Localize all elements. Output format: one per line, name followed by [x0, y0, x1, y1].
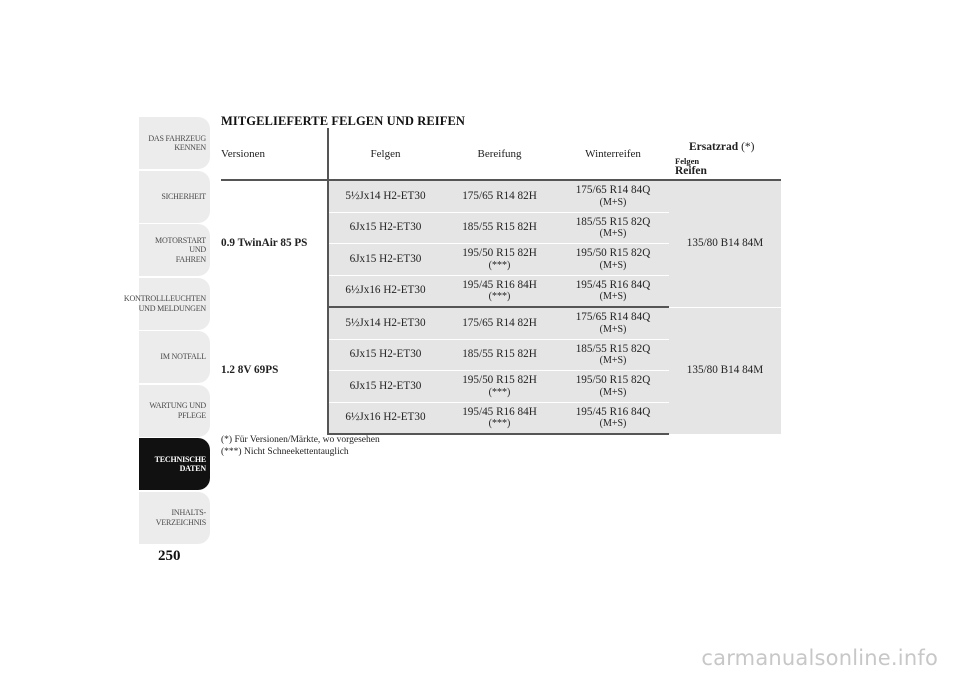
tyre-cell	[442, 275, 557, 307]
tyre-size: 195/45 R16 84H	[462, 278, 537, 291]
winter-cell	[557, 275, 669, 307]
winter-note: (M+S)	[599, 291, 627, 303]
tyre-note: (***)	[488, 291, 511, 303]
tab-motorstart-und-fahren[interactable]: MOTORSTART UND FAHREN	[139, 224, 210, 276]
section-heading: MITGELIEFERTE FELGEN UND REIFEN	[221, 114, 466, 128]
rims-tyres-table	[221, 128, 781, 435]
winter-note: (M+S)	[599, 228, 627, 240]
header-ersatzrad-reifen: Reifen	[675, 164, 707, 177]
table-header-row	[221, 128, 781, 180]
winter-cell	[557, 339, 669, 371]
table-row	[221, 307, 781, 339]
tyre-note: (***)	[488, 418, 511, 430]
winter-note: (M+S)	[599, 355, 627, 367]
footnote-item: (***) Nicht Schneekettentauglich	[221, 447, 349, 458]
header-felgen: Felgen	[328, 128, 442, 180]
winter-size: 175/65 R14 84Q	[575, 311, 651, 324]
tyre-size: 185/55 R15 82H	[462, 221, 537, 234]
winter-size: 195/45 R16 84Q	[575, 405, 651, 418]
winter-note: (M+S)	[599, 418, 627, 430]
page-number: 250	[158, 548, 181, 564]
winter-size: 195/45 R16 84Q	[575, 278, 651, 291]
rim-cell: 6Jx15 H2-ET30	[328, 371, 442, 403]
winter-size: 195/50 R15 82Q	[575, 247, 651, 260]
winter-size: 175/65 R14 84Q	[575, 184, 651, 197]
header-versionen: Versionen	[221, 128, 328, 180]
header-ersatzrad-footnote-mark: (*)	[741, 140, 755, 153]
rim-cell: 6Jx15 H2-ET30	[328, 244, 442, 276]
rim-cell: 6½Jx16 H2-ET30	[328, 275, 442, 307]
winter-size: 185/55 R15 82Q	[575, 215, 651, 228]
tyre-size: 175/65 R14 82H	[462, 316, 537, 329]
winter-size: 195/50 R15 82Q	[575, 374, 651, 387]
rim-cell: 6Jx15 H2-ET30	[328, 212, 442, 244]
winter-cell	[557, 402, 669, 434]
rim-cell: 5½Jx14 H2-ET30	[328, 180, 442, 212]
tyre-note: (***)	[488, 386, 511, 398]
tab-technische-daten[interactable]: TECHNISCHE DATEN	[139, 438, 210, 490]
spare-cell: 135/80 B14 84M	[669, 180, 781, 307]
rim-cell: 6½Jx16 H2-ET30	[328, 402, 442, 434]
footnote-item: (*) Für Versionen/Märkte, wo vorgesehen	[221, 435, 380, 445]
tyre-size: 195/50 R15 82H	[462, 247, 537, 260]
header-winterreifen: Winterreifen	[557, 128, 669, 180]
footnotes	[221, 434, 380, 459]
tyre-cell	[442, 307, 557, 339]
tyre-cell	[442, 402, 557, 434]
tyre-cell	[442, 212, 557, 244]
tyre-cell	[442, 339, 557, 371]
version-cell: 0.9 TwinAir 85 PS	[221, 180, 328, 307]
winter-size: 185/55 R15 82Q	[575, 342, 651, 355]
tab-das-fahrzeug-kennen[interactable]: DAS FAHRZEUG KENNEN	[139, 117, 210, 169]
tyre-cell	[442, 180, 557, 212]
version-cell: 1.2 8V 69PS	[221, 307, 328, 434]
watermark: carmanualsonline.info	[701, 646, 938, 670]
tab-im-notfall[interactable]: IM NOTFALL	[139, 331, 210, 383]
tyre-cell	[442, 244, 557, 276]
header-ersatzrad	[669, 128, 781, 180]
winter-note: (M+S)	[599, 386, 627, 398]
spare-cell: 135/80 B14 84M	[669, 307, 781, 434]
tab-wartung-und-pflege[interactable]: WARTUNG UND PFLEGE	[139, 385, 210, 437]
tyre-size: 195/50 R15 82H	[462, 374, 537, 387]
tyre-size: 185/55 R15 82H	[462, 348, 537, 361]
winter-cell	[557, 307, 669, 339]
chapter-sidebar	[123, 117, 210, 545]
header-ersatzrad-felgen: Felgen	[675, 155, 700, 166]
winter-cell	[557, 212, 669, 244]
rim-cell: 6Jx15 H2-ET30	[328, 339, 442, 371]
table-row	[221, 180, 781, 212]
tab-inhaltsverzeichnis[interactable]: INHALTS- VERZEICHNIS	[139, 492, 210, 544]
tab-sicherheit[interactable]: SICHERHEIT	[139, 171, 210, 223]
header-ersatzrad-title: Ersatzrad	[689, 140, 739, 153]
tyre-size: 175/65 R14 82H	[462, 189, 537, 202]
tab-kontrollleuchten-und-meldungen[interactable]: KONTROLLLEUCHTEN UND MELDUNGEN	[139, 278, 210, 330]
winter-note: (M+S)	[599, 196, 627, 208]
rim-cell: 5½Jx14 H2-ET30	[328, 307, 442, 339]
winter-cell	[557, 371, 669, 403]
winter-note: (M+S)	[599, 259, 627, 271]
header-bereifung: Bereifung	[442, 128, 557, 180]
winter-cell	[557, 244, 669, 276]
winter-cell	[557, 180, 669, 212]
tyre-cell	[442, 371, 557, 403]
tyre-size: 195/45 R16 84H	[462, 405, 537, 418]
tyre-note: (***)	[488, 259, 511, 271]
winter-note: (M+S)	[599, 323, 627, 335]
